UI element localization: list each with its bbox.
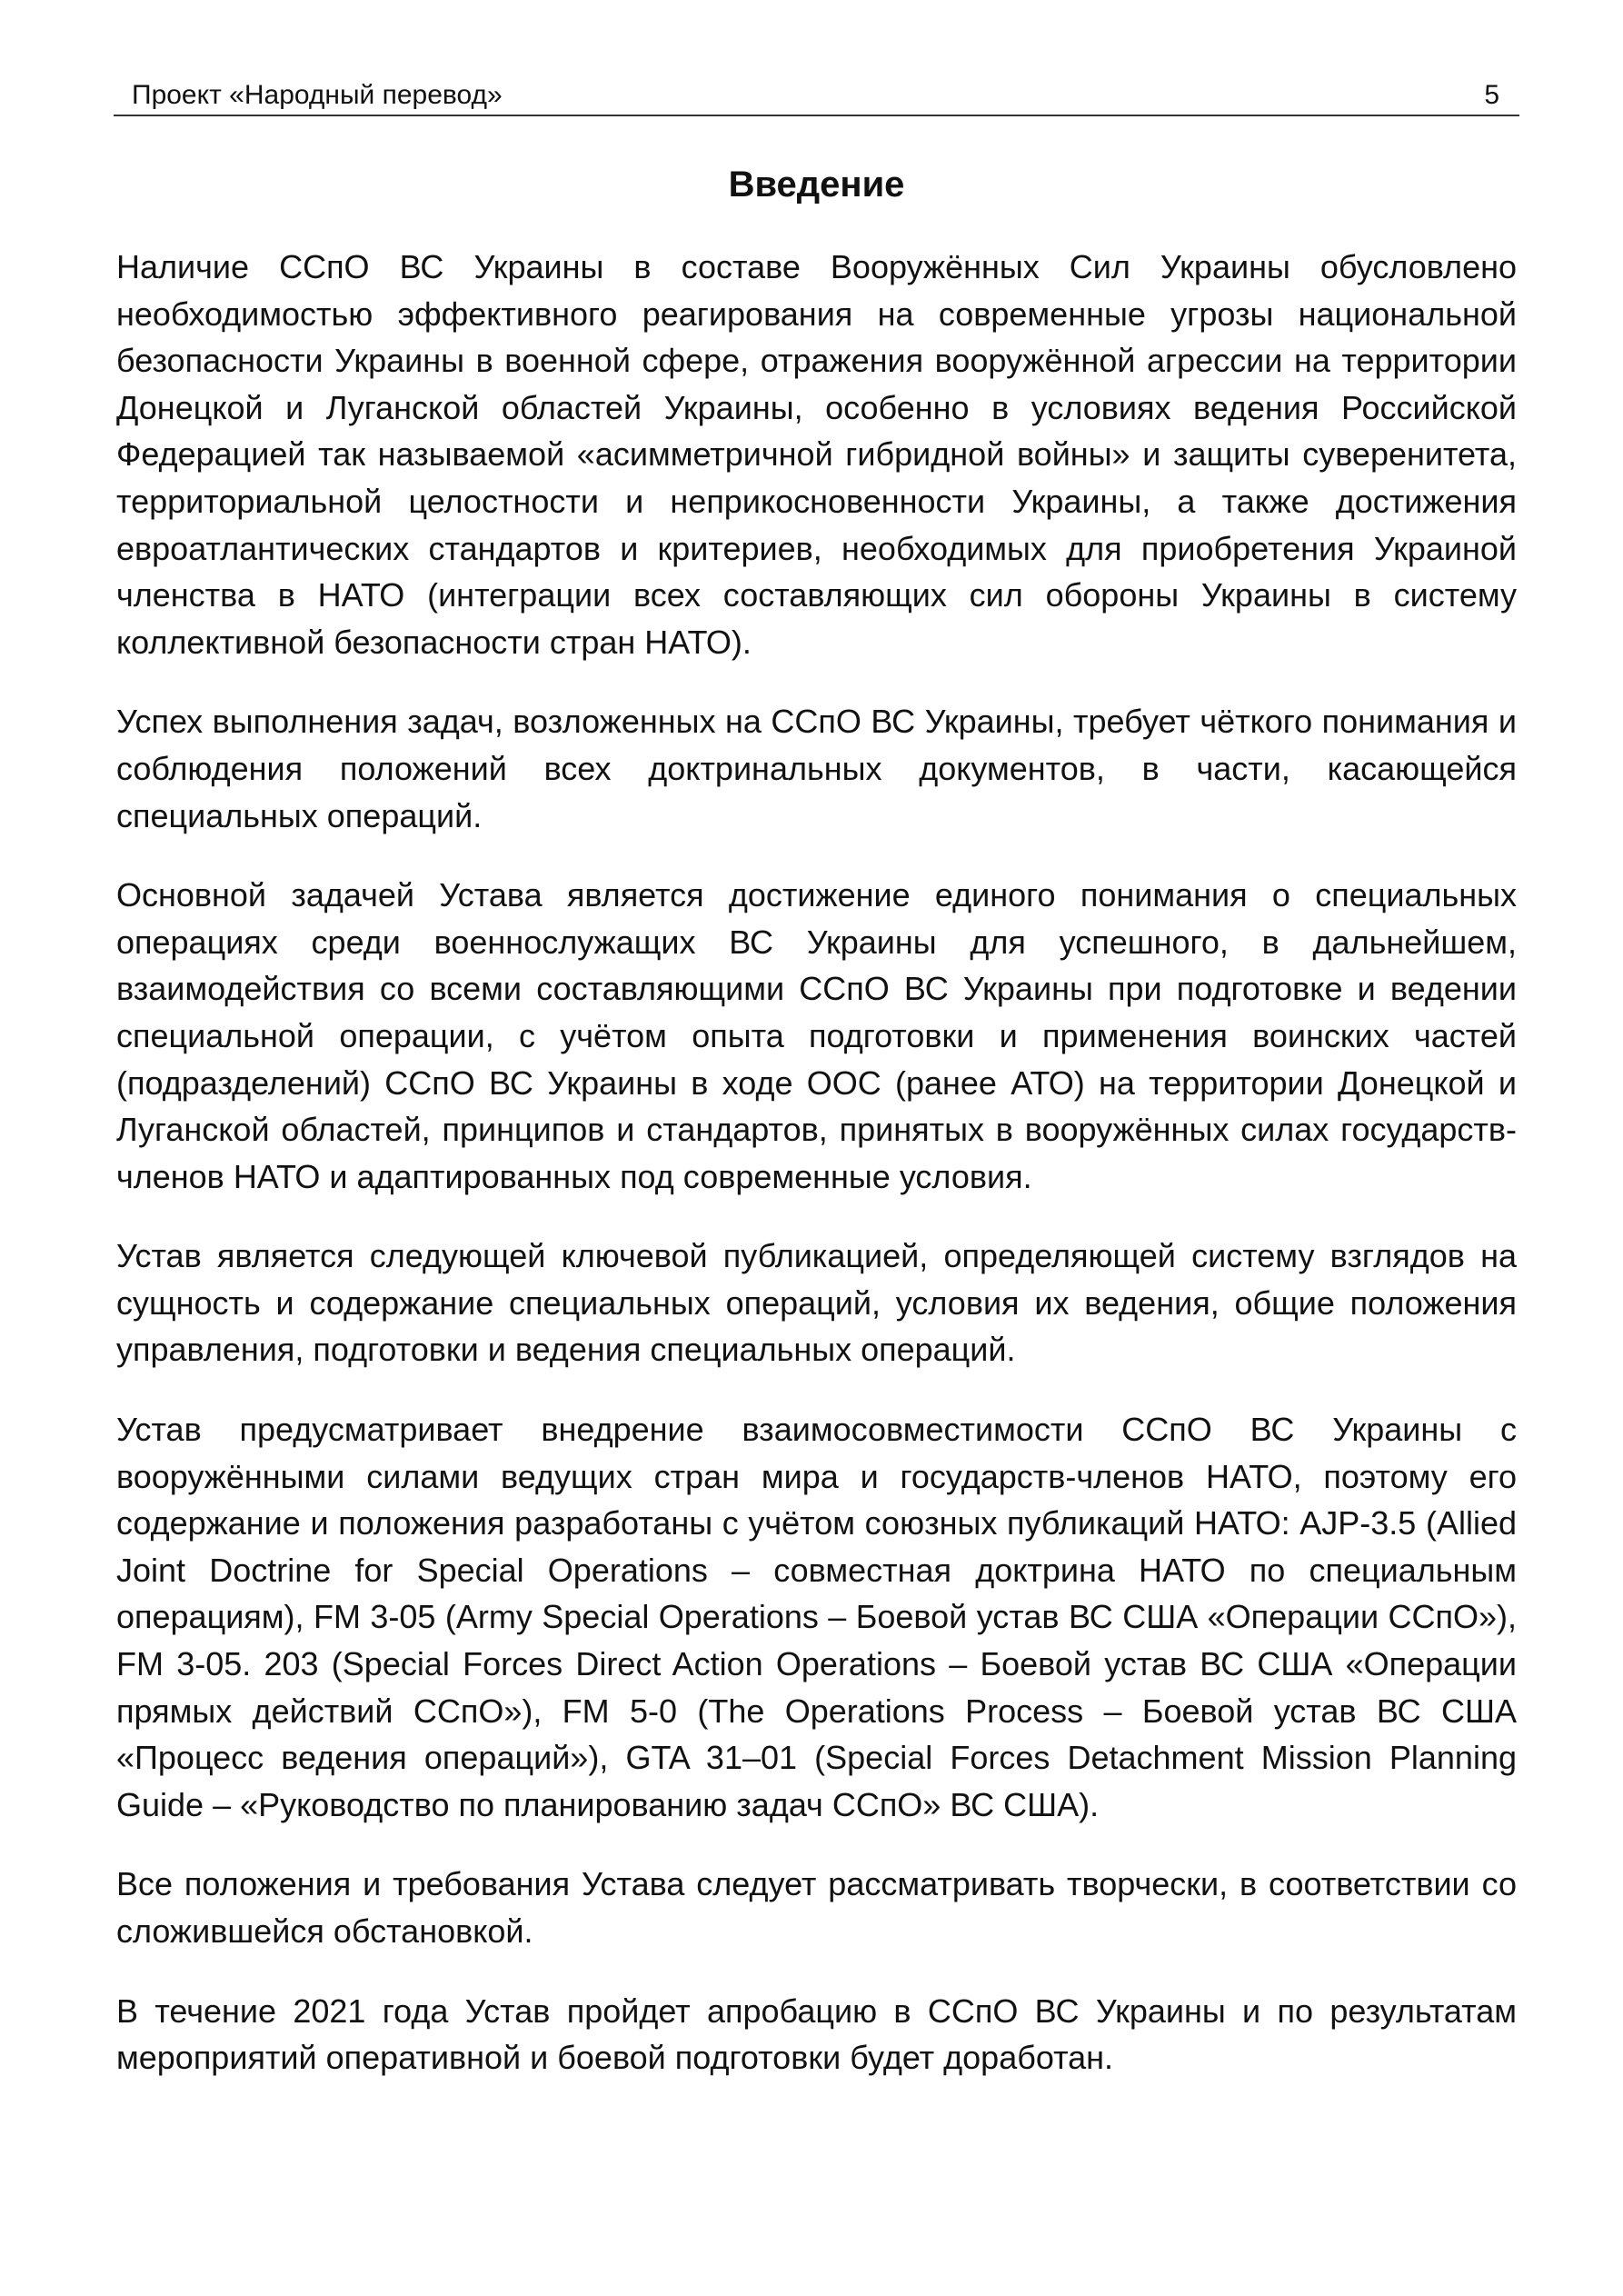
paragraph: Все положения и требования Устава следует рассматривать творчески, в соответствии со сложившейся обстановкой.: [116, 1865, 1517, 1950]
section-title: Введение: [728, 165, 905, 205]
paragraph: В течение 2021 года Устав пройдет апробацию в ССпО ВС Украины и по результатам мероприятий оперативной и боевой подготовки будет доработан.: [116, 1992, 1517, 2077]
body-text: [116, 244, 1517, 2114]
header-project-title: Проект «Народный перевод»: [132, 80, 503, 110]
paragraph: Успех выполнения задач, возложенных на ССпО ВС Украины, требует чёткого понимания и соблюдения положений всех доктринальных документов, в части, касающейся специальных операций.: [116, 703, 1517, 834]
running-header: [114, 78, 1519, 116]
paragraph: Основной задачей Устава является достижение единого понимания о специальных операциях среди военнослужащих ВС Украины для успешного, в дальнейшем, взаимодействия со всеми составляющими ССпО ВС Украины при подготовке и ведении специальной операции, с учётом опыта подготовки и применения воинских частей (подразделений) ССпО ВС Украины в ходе ООС (ранее АТО) на территории Донецкой и Луганской областей, принципов и стандартов, принятых в вооружённых силах государств-членов НАТО и адаптированных под современные условия.: [116, 876, 1517, 1195]
page-number: 5: [1484, 80, 1499, 110]
paragraph: Наличие ССпО ВС Украины в составе Вооружённых Сил Украины обусловлено необходимостью эффективного реагирования на современные угрозы национальной безопасности Украины в военной сфере, отражения вооружённой агрессии на территории Донецкой и Луганской областей Украины, особенно в условиях ведения Российской Федерацией так называемой «асимметричной гибридной войны» и защиты суверенитета, территориальной целостности и неприкосновенности Украины, а также достижения евроатлантических стандартов и критериев, необходимых для приобретения Украиной членства в НАТО (интеграции всех составляющих сил обороны Украины в систему коллективной безопасности стран НАТО).: [116, 248, 1517, 661]
paragraph: Устав является следующей ключевой публикацией, определяющей систему взглядов на сущность и содержание специальных операций, условия их ведения, общие положения управления, подготовки и ведения специальных операций.: [116, 1237, 1517, 1369]
paragraph: Устав предусматривает внедрение взаимосовместимости ССпО ВС Украины с вооружёнными силами ведущих стран мира и государств-членов НАТО, поэтому его содержание и положения разработаны с учётом союзных публикаций НАТО: AJP-3.5 (Allied Joint Doctrine for Special Operations – совместная доктрина НАТО по специальным операциям), FM 3-05 (Army Special Operations – Боевой устав ВС США «Операции ССпО»), FM 3-05. 203 (Special Forces Direct Action Operations – Боевой устав ВС США «Операции прямых действий ССпО»), FM 5-0 (The Operations Process – Боевой устав ВС США «Процесс ведения операций»), GTA 31–01 (Special Forces Detachment Mission Planning Guide – «Руководство по планированию задач ССпО» ВС США).: [116, 1411, 1517, 1823]
